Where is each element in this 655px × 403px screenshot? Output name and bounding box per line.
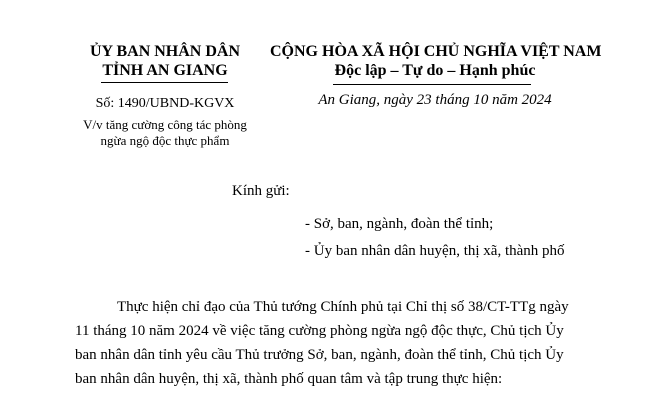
body-paragraph-line: Thực hiện chỉ đạo của Thủ tướng Chính phủ tại Chỉ thị số 38/CT-TTg ngày	[117, 299, 569, 315]
recipient-item: - Ủy ban nhân dân huyện, thị xã, thành phố	[305, 243, 565, 259]
recipient-item: - Sở, ban, ngành, đoàn thể tỉnh;	[305, 216, 494, 232]
agency-name-line2: TỈNH AN GIANG	[102, 62, 228, 79]
subject-line2: ngừa ngộ độc thực phẩm	[100, 133, 230, 148]
agency-name-line1: ỦY BAN NHÂN DÂN	[89, 43, 241, 60]
agency-underline-divider	[101, 82, 228, 83]
body-paragraph-line: ban nhân dân tỉnh yêu cầu Thủ trưởng Sở, ban, ngành, đoàn thể tỉnh, Chủ tịch Ủy	[75, 347, 564, 363]
document-number: Số: 1490/UBND-KGVX	[95, 96, 235, 111]
place-and-date: An Giang, ngày 23 tháng 10 năm 2024	[318, 92, 552, 108]
greeting-label: Kính gửi:	[232, 183, 290, 199]
national-title: CỘNG HÒA XÃ HỘI CHỦ NGHĨA VIỆT NAM	[270, 43, 602, 60]
subject-line1: V/v tăng cường công tác phòng	[83, 117, 247, 132]
national-motto: Độc lập – Tự do – Hạnh phúc	[334, 62, 536, 79]
body-paragraph-line: ban nhân dân huyện, thị xã, thành phố quan tâm và tập trung thực hiện:	[75, 371, 503, 387]
motto-underline-divider	[333, 84, 531, 85]
body-paragraph-line: 11 tháng 10 năm 2024 về việc tăng cường phòng ngừa ngộ độc thực, Chủ tịch Ủy	[75, 323, 564, 339]
